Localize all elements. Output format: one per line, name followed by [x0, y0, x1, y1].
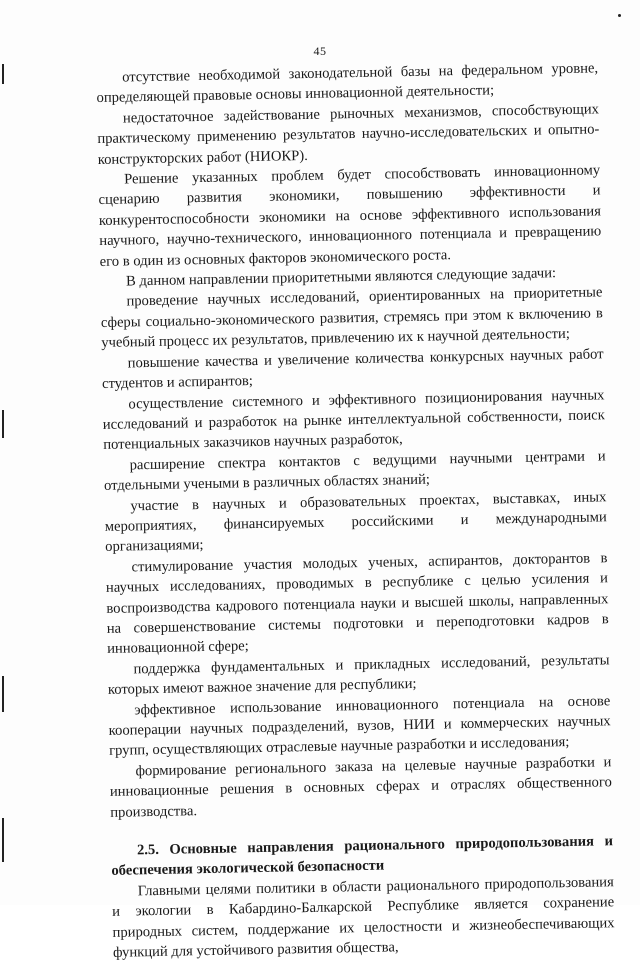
paragraph: недостаточное задействование рыночных механизмов, способствующих практическому применению результатов научно-исследовательских и опытно-конструкторских работ (НИОКР). [97, 101, 600, 168]
paragraph: стимулирование участия молодых ученых, аспирантов, докторантов в научных исследованиях, проводимых в республике с целью усиления и воспроизводства кадрового потенциала науки и высшей школы, направленных на совершенствование системы подготовки и переподготовки кадров в инновационной сфере; [105, 550, 609, 658]
scan-mark [2, 818, 4, 862]
section-heading: 2.5. Основные направления рационального природопользования и обеспечения экологической безопасности [111, 833, 614, 880]
paragraph: В данном направлении приоритетными являются следующие задачи: [125, 265, 557, 290]
paragraph: проведение научных исследований, ориентированных на приоритетные сферы социально-экономического развития, стремясь при этом к включению в учебный процесс их результатов, привлечению их к научной деятельности; [100, 284, 603, 352]
page-body [96, 58, 615, 963]
paragraph: эффективное использование инновационного потенциала на основе кооперации научных подразделений, вузов, НИИ и коммерческих научных групп, осуществляющих отраслевые научные разработки и исследования; [108, 692, 611, 760]
paragraph: отсутствие необходимой законодательной базы на федеральном уровне, определяющей правовые основы инновационной деятельности; [96, 60, 599, 107]
paragraph: формирование регионального заказа на целевые научные разработки и инновационные решения в основных сферах и отраслях общественного производства. [109, 754, 612, 821]
scan-mark [2, 64, 4, 84]
paragraph: осуществление системного и эффективного позиционирования научных исследований и разработок на рынке интеллектуальной собственности, поиск потенциальных заказчиков научных разработок, [102, 386, 605, 454]
page-number: 45 [313, 44, 327, 58]
paragraph: повышение качества и увеличение количества конкурсных научных работ студентов и аспирантов; [101, 345, 604, 393]
paragraph: поддержка фундаментальных и прикладных исследований, результаты которых имеют важное значение для республики; [107, 652, 610, 699]
scan-mark [2, 410, 4, 438]
paragraph: расширение спектра контактов с ведущими научными центрами и отдельными учеными в различных областях знаний; [103, 448, 606, 495]
paragraph: участие в научных и образовательных проектах, выставках, иных мероприятиях, финансируемых российскими и международными организациями; [104, 488, 607, 556]
paragraph: Решение указанных проблем будет способствовать инновационному сценарию развития экономики, повышению эффективности и конкурентоспособности экономики на основе эффективного использования научного, научно-технического, инновационного потенциала и превращению его в один из основных факторов экономического роста. [98, 162, 602, 270]
paragraph: Главными целями политики в области рационального природопользования и экологии в Кабардино-Балкарской Республике является сохранение природных систем, поддержание их целостности и жизнеобеспечивающих функций для устойчивого развития общества, [112, 874, 615, 961]
scan-dot [618, 14, 621, 17]
scan-mark [2, 676, 4, 712]
